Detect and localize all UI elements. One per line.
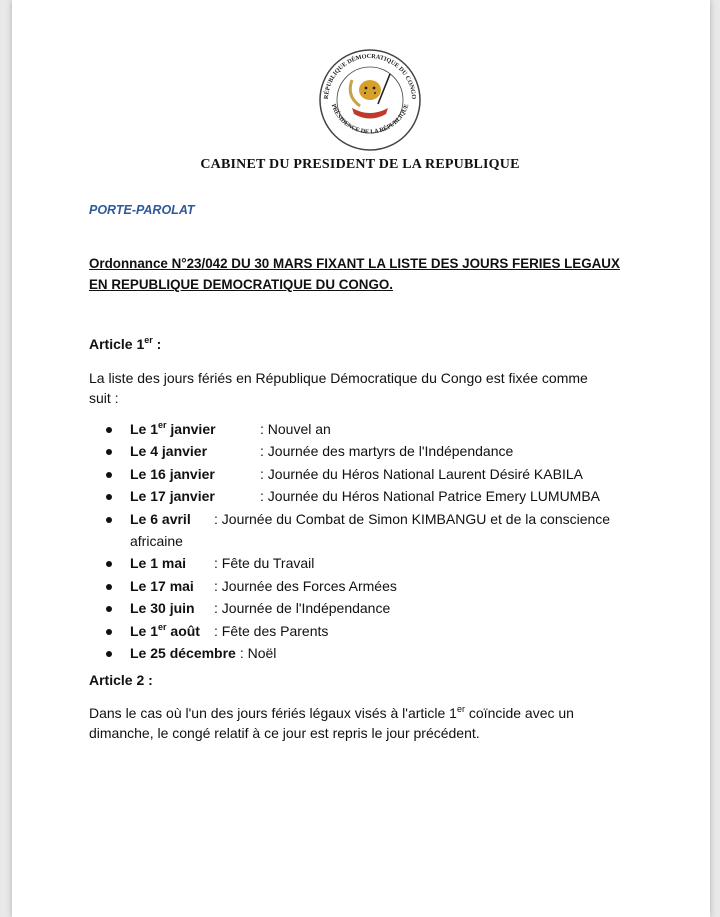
document-title [89,253,649,295]
list-item [104,508,644,553]
list-item [104,552,644,574]
holiday-description: : Fête des Parents [214,622,329,639]
holiday-description: : Noël [239,645,277,662]
article-1-intro: La liste des jours fériés en République Démocratique du Congo est fixée comme suit : [89,370,588,406]
list-item [104,575,644,597]
list-item [104,463,644,485]
holiday-date: Le 1er janvier [130,420,216,437]
list-item [104,620,644,642]
article-2-text: Dans le cas où l'un des jours fériés légaux visés à l'article 1er coïncide avec un dimanche, le congé relatif à ce jour est repris le jour précédent. [89,704,574,741]
holiday-date: Le 4 janvier [130,443,208,460]
holiday-description: : Journée des martyrs de l'Indépendance [260,443,514,460]
holiday-description: : Journée de l'Indépendance [214,600,391,617]
leopard-emblem [359,80,381,100]
svg-text:PRÉSIDENCE DE LA RÉPUBLIQUE [330,103,411,135]
holiday-date: Le 30 juin [130,600,195,617]
porte-parolat-label: PORTE-PAROLAT [89,203,195,217]
list-item [104,418,644,440]
seal-text-top: RÉPUBLIQUE DÉMOCRATIQUE DU CONGO [322,52,418,100]
holiday-description: : Journée du Combat de Simon KIMBANGU et de la conscience [214,510,611,527]
document-page [12,0,710,917]
holiday-date: Le 1 mai [130,555,187,572]
holiday-description: : Nouvel an [260,421,331,437]
title-line-2: EN REPUBLIQUE DEMOCRATIQUE DU CONGO. [89,277,394,292]
article-2-heading: Article 2 : [89,672,153,688]
presidential-seal [310,44,430,152]
article-1-heading: Article 1er : [89,335,162,352]
holiday-date: Le 17 janvier [130,488,215,505]
holiday-description: : Journée du Héros National Patrice Emery LUMUMBA [260,488,601,505]
list-item [104,597,644,619]
holiday-description: : Journée du Héros National Laurent Désiré KABILA [260,465,583,482]
seal-text-bottom: PRÉSIDENCE DE LA RÉPUBLIQUE [329,103,411,136]
cabinet-heading: CABINET DU PRESIDENT DE LA REPUBLIQUE [200,157,520,172]
holiday-date: Le 16 janvier [130,465,215,482]
list-item [104,440,644,462]
list-item [104,642,644,664]
holiday-date: Le 6 avril [130,510,191,527]
holiday-list [104,418,644,664]
holiday-description-continued: africaine [130,533,183,550]
holiday-description: : Journée des Forces Armées [214,577,397,594]
list-item [104,485,644,507]
holiday-description: : Fête du Travail [214,555,315,572]
title-line-1: Ordonnance N°23/042 DU 30 MARS FIXANT LA LISTE DES JOURS FERIES LEGAUX [89,256,620,271]
holiday-date: Le 17 mai [130,577,194,594]
holiday-date: Le 1er août [130,621,200,639]
holiday-date: Le 25 décembre [130,645,236,662]
